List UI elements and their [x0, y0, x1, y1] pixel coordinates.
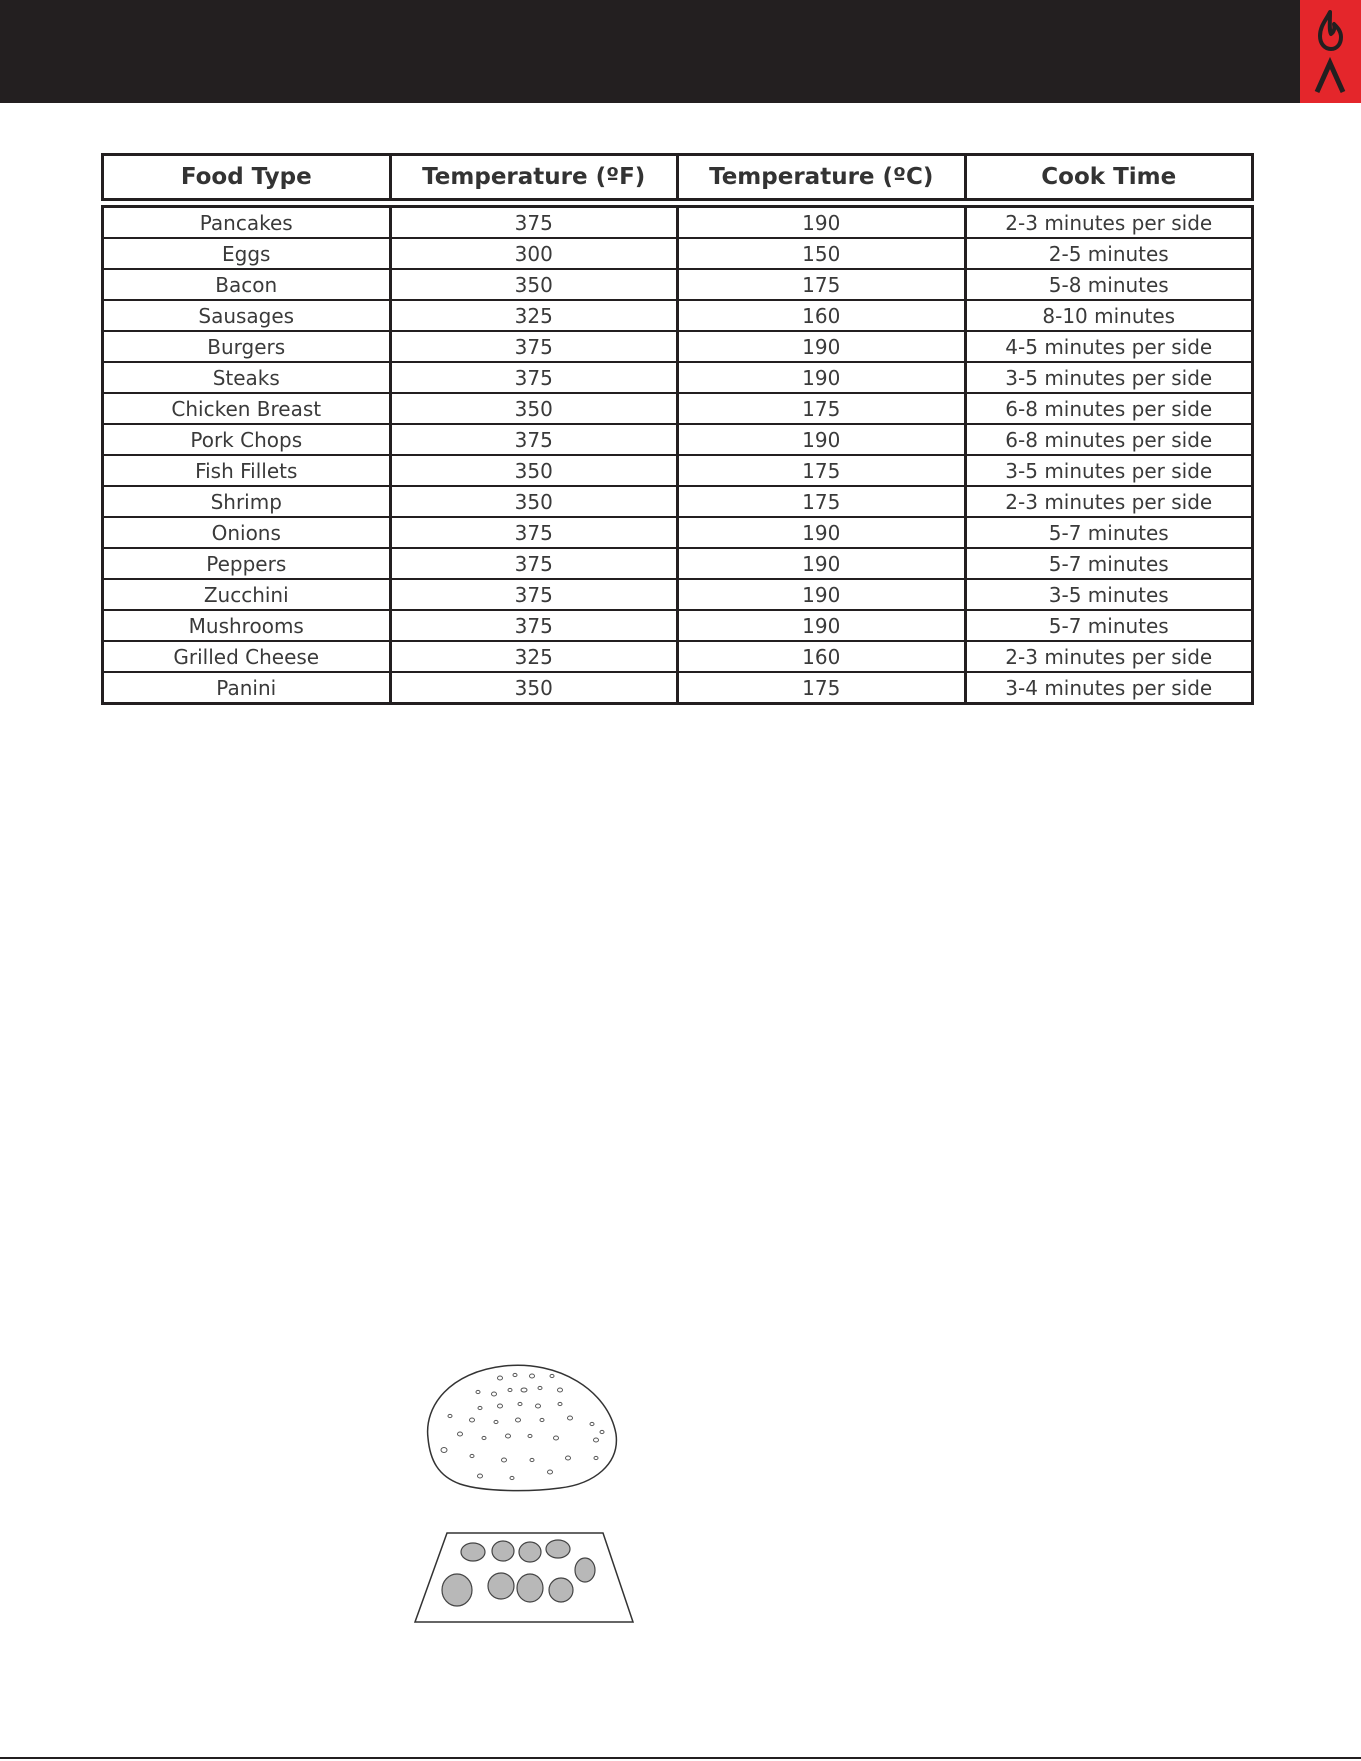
cell-temperature-c: 190: [679, 332, 967, 361]
table-row: [104, 270, 1251, 301]
cell-temperature-c: 175: [679, 456, 967, 485]
brand-logo: [1300, 0, 1361, 103]
header-cook-time: Cook Time: [1041, 164, 1177, 190]
cell-cook-time: 4-5 minutes per side: [1005, 334, 1213, 359]
cell-temperature-c: 190: [679, 363, 967, 392]
cell-temperature-c: 175: [679, 270, 967, 299]
table-row: [104, 394, 1251, 425]
table-row: [104, 425, 1251, 456]
cell-temperature-c: 190: [679, 425, 967, 454]
table-row: [104, 208, 1251, 239]
cell-cook-time: 3-5 minutes per side: [1005, 458, 1213, 483]
cell-food-type: Pancakes: [104, 208, 392, 237]
cell-temperature-c: 190: [679, 549, 967, 578]
cell-cook-time: 8-10 minutes: [1042, 303, 1176, 328]
cell-food-type: Chicken Breast: [104, 394, 392, 423]
cell-cook-time: 2-3 minutes per side: [1005, 644, 1213, 669]
cell-temperature-f: 325: [392, 642, 680, 671]
cell-cook-time: 2-5 minutes: [1048, 241, 1169, 266]
cell-temperature-c: 175: [679, 487, 967, 516]
table-row: [104, 580, 1251, 611]
cell-food-type: Panini: [104, 673, 392, 702]
cell-food-type: Burgers: [104, 332, 392, 361]
cell-temperature-f: 375: [392, 611, 680, 640]
cell-food-type: Eggs: [104, 239, 392, 268]
cell-temperature-f: 300: [392, 239, 680, 268]
table-row: [104, 673, 1251, 702]
table-row: [104, 487, 1251, 518]
table-row: [104, 611, 1251, 642]
cell-cook-time: 5-8 minutes: [1048, 272, 1169, 297]
cell-cook-time: 5-7 minutes: [1048, 551, 1169, 576]
cell-cook-time: 2-3 minutes per side: [1005, 210, 1213, 235]
cell-cook-time: 5-7 minutes: [1048, 520, 1169, 545]
cell-temperature-f: 375: [392, 580, 680, 609]
cell-temperature-c: 190: [679, 208, 967, 237]
cell-temperature-c: 160: [679, 301, 967, 330]
cell-temperature-c: 160: [679, 642, 967, 671]
header-temperature-f: Temperature (ºF): [392, 156, 680, 198]
cell-temperature-c: 190: [679, 611, 967, 640]
cell-food-type: Shrimp: [104, 487, 392, 516]
table-row: [104, 642, 1251, 673]
cell-cook-time: 3-5 minutes per side: [1005, 365, 1213, 390]
cell-food-type: Onions: [104, 518, 392, 547]
cell-temperature-f: 375: [392, 425, 680, 454]
table-row: [104, 518, 1251, 549]
cell-food-type: Fish Fillets: [104, 456, 392, 485]
cell-food-type: Bacon: [104, 270, 392, 299]
table-row: [104, 301, 1251, 332]
table-row: [104, 549, 1251, 580]
cell-cook-time: 6-8 minutes per side: [1005, 396, 1213, 421]
cell-temperature-f: 375: [392, 518, 680, 547]
cell-temperature-f: 325: [392, 301, 680, 330]
table-header-row: [101, 153, 1254, 201]
cell-cook-time: 5-7 minutes: [1048, 613, 1169, 638]
cell-temperature-c: 190: [679, 580, 967, 609]
cell-temperature-f: 350: [392, 394, 680, 423]
cell-temperature-f: 350: [392, 487, 680, 516]
cell-cook-time: 3-4 minutes per side: [1005, 675, 1213, 700]
cell-temperature-f: 375: [392, 549, 680, 578]
table-body: [101, 205, 1254, 705]
cell-temperature-c: 190: [679, 518, 967, 547]
cell-food-type: Mushrooms: [104, 611, 392, 640]
table-row: [104, 456, 1251, 487]
cell-temperature-f: 375: [392, 332, 680, 361]
flame-logo-icon: [1300, 0, 1361, 103]
cell-temperature-c: 175: [679, 673, 967, 702]
table-row: [104, 363, 1251, 394]
cell-temperature-f: 350: [392, 673, 680, 702]
cell-temperature-f: 350: [392, 270, 680, 299]
griddle-pancakes-icon: [413, 1530, 635, 1626]
cell-temperature-f: 375: [392, 208, 680, 237]
header-temperature-c: Temperature (ºC): [679, 156, 967, 198]
cell-food-type: Sausages: [104, 301, 392, 330]
bottom-rule: [0, 1757, 1361, 1759]
cell-food-type: Zucchini: [104, 580, 392, 609]
cell-temperature-f: 375: [392, 363, 680, 392]
cell-food-type: Peppers: [104, 549, 392, 578]
cell-cook-time: 3-5 minutes: [1048, 582, 1169, 607]
table-row: [104, 332, 1251, 363]
pancake-bubbles-icon: [420, 1360, 620, 1495]
header-food-type: Food Type: [104, 156, 392, 198]
cooking-chart-table: [101, 153, 1254, 705]
cell-cook-time: 6-8 minutes per side: [1005, 427, 1213, 452]
cell-food-type: Steaks: [104, 363, 392, 392]
header-band: [0, 0, 1361, 103]
cell-food-type: Grilled Cheese: [104, 642, 392, 671]
cell-food-type: Pork Chops: [104, 425, 392, 454]
cell-cook-time: 2-3 minutes per side: [1005, 489, 1213, 514]
cell-temperature-f: 350: [392, 456, 680, 485]
cell-temperature-c: 175: [679, 394, 967, 423]
table-row: [104, 239, 1251, 270]
cell-temperature-c: 150: [679, 239, 967, 268]
